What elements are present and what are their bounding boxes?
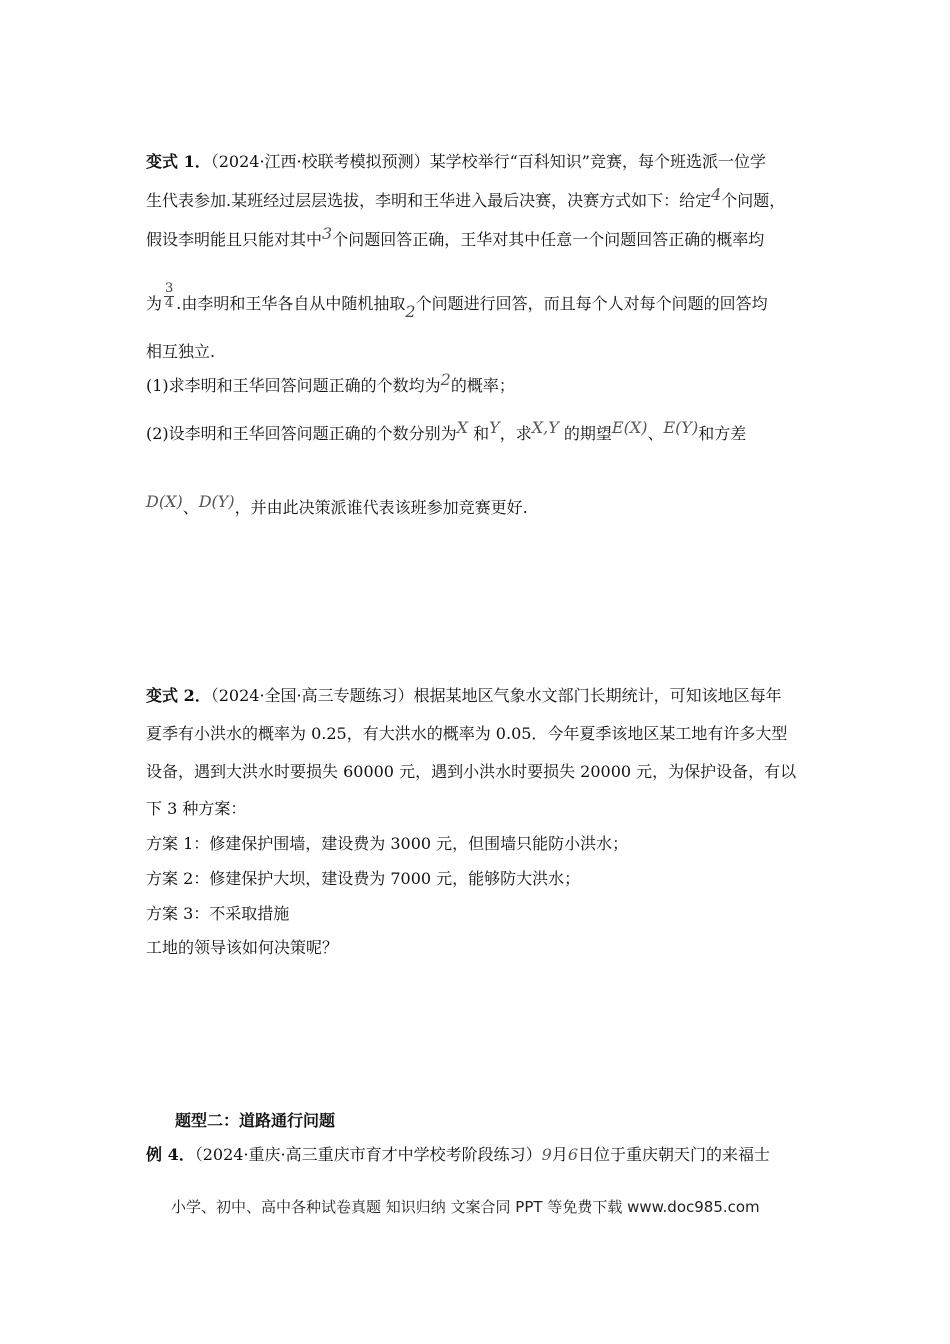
math-2: 2: [440, 370, 451, 389]
math-DX: D(X): [146, 492, 183, 511]
text: 个问题，: [721, 191, 786, 210]
plan-2: 方案 2：修建保护大坝，建设费为 7000 元，能够防大洪水；: [146, 869, 581, 888]
text: ，并由此决策派谁代表该班参加竞赛更好.: [234, 498, 528, 517]
text: (1)求李明和王华回答问题正确的个数均为: [146, 376, 441, 395]
example4-label: 例 4．: [146, 1145, 195, 1164]
variant2-label: 变式 2．: [146, 686, 211, 705]
text: 个问题进行回答，而且每个人对每个问题的回答均: [415, 294, 768, 313]
variant1-text: （2024·江西·校联考模拟预测）某学校举行“百科知识”竞赛，每个班选派一位学: [210, 152, 766, 171]
variant2-line3: 设备，遇到大洪水时要损失 60000 元，遇到小洪水时要损失 20000 元，为保护设备，有以: [146, 762, 797, 781]
variant1-question1: [146, 370, 515, 396]
variant1-line5: 相互独立.: [146, 342, 216, 361]
text: 个问题回答正确，王华对其中任意一个问题回答正确的概率均: [332, 230, 765, 249]
variant2-question: 工地的领导该如何决策呢？: [146, 938, 339, 957]
text: 、: [182, 498, 199, 517]
text: （2024·全国·高三专题练习）根据某地区气象水文部门长期统计，可知该地区每年: [210, 686, 782, 705]
fraction-denominator: 4: [165, 296, 174, 311]
text: 为: [146, 294, 163, 313]
footer-watermark: 小学、初中、高中各种试卷真题 知识归纳 文案合同 PPT 等免费下载 www.doc985.com: [171, 1198, 760, 1216]
math-EY: E(Y): [663, 418, 699, 437]
text: 的期望: [563, 424, 612, 443]
text: (2)设李明和王华回答问题正确的个数分别为: [146, 424, 457, 443]
plan-3: 方案 3：不采取措施: [146, 904, 290, 923]
text: 、: [647, 424, 664, 443]
math-EX: E(X): [611, 418, 648, 437]
variant1-line4: [146, 281, 768, 321]
fraction-numerator: 3: [165, 281, 174, 296]
plan-1: 方案 1：修建保护围墙，建设费为 3000 元，但围墙只能防小洪水；: [146, 834, 629, 853]
text: 月: [551, 1145, 568, 1164]
variant1-line3: [146, 224, 765, 250]
section-title: 题型二：道路通行问题: [175, 1111, 336, 1130]
variant1-question2: [146, 418, 747, 444]
math-X: X: [456, 418, 469, 437]
text: 日位于重庆朝天门的来福士: [578, 1145, 771, 1164]
variant1-question2-cont: [146, 492, 528, 518]
variant1-label: 变式 1．: [146, 152, 211, 171]
math-6: 6: [567, 1145, 579, 1164]
math-DY: D(Y): [198, 492, 235, 511]
text: 和: [473, 424, 490, 443]
text: 生代表参加.某班经过层层选拔，李明和王华进入最后决赛，决赛方式如下：给定: [146, 191, 712, 210]
text: 假设李明能且只能对其中: [146, 230, 323, 249]
variant2-line4: 下 3 种方案：: [146, 799, 247, 818]
text: 和方差: [698, 424, 747, 443]
math-4: 4: [711, 185, 722, 204]
example4-line1: [146, 1145, 770, 1165]
variant2-line2: 夏季有小洪水的概率为 0.25，有大洪水的概率为 0.05．今年夏季该地区某工地有许多大型: [146, 724, 788, 743]
text: （2024·重庆·高三重庆市育才中学校考阶段练习）: [194, 1145, 542, 1164]
math-9: 9: [541, 1145, 552, 1164]
text: ，求: [499, 424, 532, 443]
math-2: 2: [405, 302, 416, 321]
math-XY: X,Y: [531, 418, 559, 437]
math-Y: Y: [489, 418, 500, 437]
text: .由李明和王华各自从中随机抽取: [176, 294, 406, 313]
text: 的概率；: [450, 376, 515, 395]
math-3: 3: [322, 224, 333, 243]
variant2-line1: [146, 686, 782, 706]
variant1-line2: [146, 185, 786, 211]
fraction-three-quarters: [164, 282, 174, 311]
variant1-line1: [146, 152, 766, 172]
